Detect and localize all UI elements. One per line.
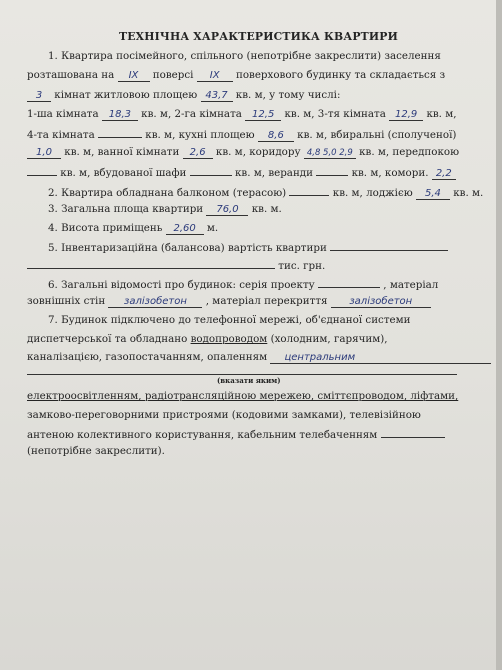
text: 7. Будинок підключено до телефонної мережі, об'єднаної системи: [48, 314, 411, 326]
text: (непотрібне закреслити).: [27, 445, 165, 457]
total-floors-field: IX: [197, 71, 233, 82]
balcony-area-field: [289, 186, 329, 196]
section-2: [48, 186, 483, 200]
floor-material-field: залізобетон: [331, 297, 431, 308]
cable-tv-field: [381, 428, 445, 438]
text: 1. Квартира посімейного, спільного (непотрібне закреслити) заселення: [48, 50, 441, 62]
text: кв. м, веранди: [234, 167, 314, 179]
storage-area-field: 2,2: [432, 169, 456, 180]
veranda-area-field: [316, 166, 348, 176]
text: кв. м, ванної кімнати: [64, 146, 180, 158]
text: поверхового будинку та складається з: [235, 69, 446, 81]
text: антеною колективного користування, кабельним телебаченням: [27, 429, 378, 441]
field-hint: (вказати яким): [217, 376, 281, 385]
section-7-line-3: [27, 352, 491, 364]
loggia-area-field: 5,4: [416, 189, 450, 200]
blank-line: [27, 374, 457, 375]
text: кв. м, комори.: [351, 167, 429, 179]
text: кімнат житловою площею: [54, 89, 198, 101]
kitchen-area-field: 8,6: [258, 131, 294, 142]
living-area-field: 43,7: [201, 91, 233, 102]
room-4-area-field: [98, 128, 142, 138]
section-1-line-3: [27, 90, 340, 102]
text: кв. м, вбудованої шафи: [60, 167, 187, 179]
hallway-area-field: [27, 166, 57, 176]
section-3: [48, 204, 282, 216]
text: кв. м, 2-га кімната: [141, 108, 242, 120]
section-1-line-7: [27, 166, 456, 180]
text: кв. м, у тому числі:: [235, 89, 341, 101]
text: кв. м, передпокою: [359, 146, 460, 158]
text: 1-ша кімната: [27, 108, 99, 120]
heating-type-field: центральним: [270, 353, 491, 364]
section-7: [48, 315, 410, 325]
text: кв. м, вбиральні (сполученої): [297, 129, 457, 141]
section-7-line-5: [27, 410, 421, 420]
document-title: ТЕХНІЧНА ХАРАКТЕРИСТИКА КВАРТИРИ: [119, 30, 399, 43]
text: кв. м.: [251, 203, 282, 215]
text: , матеріал: [383, 279, 439, 291]
section-1-line-4: [27, 109, 457, 121]
section-1-line-6: [27, 147, 459, 159]
text: кв. м, 3-тя кімната: [284, 108, 386, 120]
text: м.: [206, 222, 219, 234]
text: каналізацією, газопостачанням, опаленням: [27, 351, 268, 363]
text: 4-та кімната: [27, 129, 95, 141]
room-2-area-field: 12,5: [245, 110, 281, 121]
section-1-intro: [48, 51, 441, 61]
text: кв. м, лоджією: [332, 187, 413, 199]
room-3-area-field: 12,9: [389, 110, 423, 121]
text: розташована на: [27, 69, 115, 81]
text: кв. м.: [453, 187, 484, 199]
wall-material-field: залізобетон: [108, 297, 202, 308]
wardrobe-area-field: [190, 166, 232, 176]
project-series-field: [318, 278, 380, 288]
section-7-line-4: [27, 391, 458, 401]
text: , матеріал перекриття: [205, 295, 328, 307]
ceiling-height-field: 2,60: [166, 224, 204, 235]
text: поверсі: [152, 69, 194, 81]
text: диспетчерської та обладнано: [27, 333, 188, 345]
section-6-line-2: [27, 296, 431, 308]
water-supply-option: водопроводом: [190, 333, 268, 345]
inventory-value-field-cont: [27, 259, 275, 269]
inventory-value-field: [330, 241, 448, 251]
rooms-count-field: 3: [27, 91, 51, 102]
text: (холодним, гарячим),: [270, 333, 388, 345]
section-7-line-7: [27, 446, 165, 456]
bathroom-area-field: 2,6: [183, 148, 213, 159]
section-4: [48, 223, 218, 235]
text: кв. м, коридору: [215, 146, 301, 158]
text: замково-переговорними пристроями (кодовими замками), телевізійною: [27, 409, 421, 421]
text: 5. Інвентаризаційна (балансова) вартість квартири: [48, 242, 327, 254]
section-1-line-5: [27, 128, 456, 142]
text: зовнішніх стін: [27, 295, 106, 307]
floor-field: IX: [118, 71, 150, 82]
text: кв. м,: [426, 108, 457, 120]
section-7-line-2: [27, 334, 388, 344]
section-5: [48, 241, 448, 253]
section-7-line-6: [27, 428, 445, 440]
text: 4. Висота приміщень: [48, 222, 163, 234]
text: 6. Загальні відомості про будинок: серія проекту: [48, 279, 315, 291]
text: електроосвітленням, радіотрансляційною мережею, сміттєпроводом, ліфтами,: [27, 390, 459, 402]
section-5-line-2: [27, 259, 325, 271]
corridor-area-field: 4,8 5,0 2,9: [304, 149, 356, 159]
text: 2. Квартира обладнана балконом (терасою): [48, 187, 287, 199]
text: тис. грн.: [278, 260, 326, 272]
text: кв. м, кухні площею: [145, 129, 255, 141]
toilet-area-field: 1,0: [27, 148, 61, 159]
section-6: [48, 278, 438, 290]
room-1-area-field: 18,3: [102, 110, 138, 121]
total-area-field: 76,0: [206, 205, 248, 216]
section-1-line-2: [27, 70, 445, 82]
page-edge-shadow: [496, 0, 502, 670]
text: 3. Загальна площа квартири: [48, 203, 204, 215]
